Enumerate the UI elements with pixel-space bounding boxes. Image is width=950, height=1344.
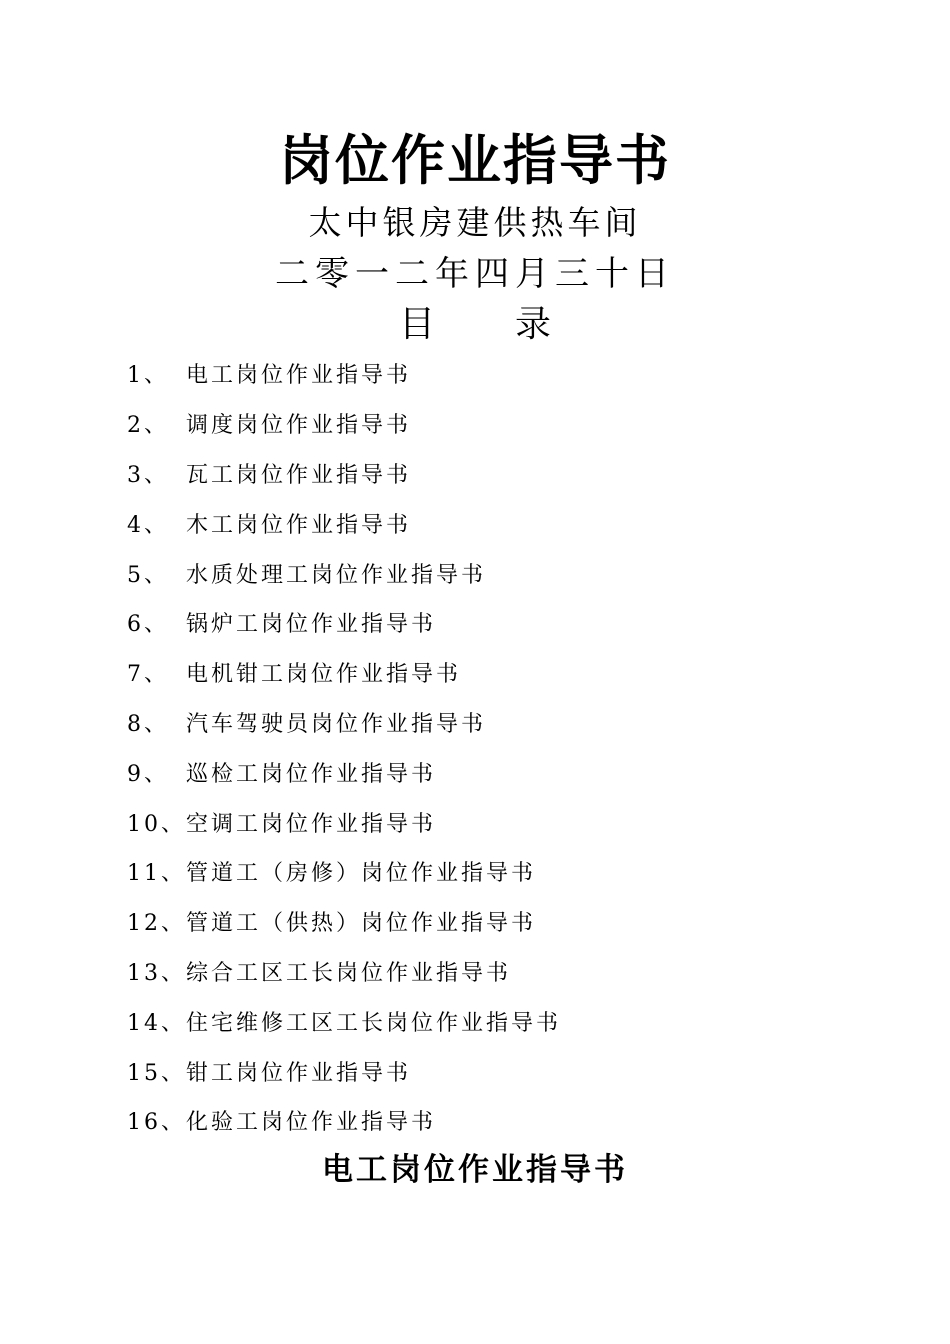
toc-item-number: 9、	[127, 761, 169, 787]
toc-item-number: 1、	[127, 363, 169, 389]
toc-item-number: 13、	[127, 960, 186, 986]
toc-item-text: 空调工岗位作业指导书	[186, 811, 437, 837]
toc-item-number: 14、	[127, 1010, 186, 1036]
toc-item	[127, 449, 847, 499]
toc-item-number: 2、	[127, 413, 169, 439]
toc-item	[127, 797, 847, 847]
toc-item	[127, 498, 847, 548]
toc-list	[127, 349, 847, 1146]
toc-item	[127, 847, 847, 897]
toc-item-text: 锅炉工岗位作业指导书	[186, 612, 437, 638]
toc-item-number: 5、	[127, 562, 169, 588]
toc-heading-right: 录	[515, 304, 552, 345]
toc-item-text: 化验工岗位作业指导书	[186, 1110, 437, 1136]
toc-item-number: 6、	[127, 612, 169, 638]
toc-item	[127, 548, 847, 598]
toc-item-text: 汽车驾驶员岗位作业指导书	[186, 711, 487, 737]
toc-item-text: 综合工区工长岗位作业指导书	[186, 960, 512, 986]
toc-item-number: 10、	[127, 811, 186, 837]
toc-item	[127, 648, 847, 698]
toc-item-text: 水质处理工岗位作业指导书	[186, 562, 487, 588]
toc-item-number: 4、	[127, 512, 169, 538]
toc-item	[127, 897, 847, 947]
document-subtitle: 太中银房建供热车间	[308, 203, 642, 242]
toc-item	[127, 598, 847, 648]
toc-item	[127, 399, 847, 449]
toc-item-text: 瓦工岗位作业指导书	[186, 462, 412, 488]
toc-item	[127, 747, 847, 797]
toc-item-text: 木工岗位作业指导书	[186, 512, 412, 538]
toc-item-text: 电工岗位作业指导书	[186, 363, 412, 389]
toc-item-number: 8、	[127, 711, 169, 737]
toc-item-text: 钳工岗位作业指导书	[186, 1060, 412, 1086]
toc-item	[127, 947, 847, 997]
toc-item-number: 3、	[127, 462, 169, 488]
toc-heading-left: 目	[398, 304, 435, 345]
toc-heading	[0, 302, 950, 348]
document-date: 二零一二年四月三十日	[275, 254, 675, 294]
toc-item	[127, 1096, 847, 1146]
toc-item-text: 巡检工岗位作业指导书	[186, 761, 437, 787]
toc-item-number: 16、	[127, 1110, 186, 1136]
toc-item-number: 11、	[127, 861, 186, 887]
toc-item-text: 管道工（供热）岗位作业指导书	[186, 911, 537, 937]
toc-item-text: 电机钳工岗位作业指导书	[186, 662, 462, 688]
toc-item-number: 7、	[127, 662, 169, 688]
toc-item-text: 管道工（房修）岗位作业指导书	[186, 861, 537, 887]
toc-item-number: 12、	[127, 911, 186, 937]
toc-item	[127, 349, 847, 399]
toc-item-text: 住宅维修工区工长岗位作业指导书	[186, 1010, 562, 1036]
toc-item-number: 15、	[127, 1060, 186, 1086]
toc-item	[127, 1046, 847, 1096]
toc-item	[127, 996, 847, 1046]
toc-item-text: 调度岗位作业指导书	[186, 413, 412, 439]
toc-item	[127, 698, 847, 748]
section-title: 电工岗位作业指导书	[322, 1152, 628, 1188]
document-title: 岗位作业指导书	[279, 129, 671, 192]
